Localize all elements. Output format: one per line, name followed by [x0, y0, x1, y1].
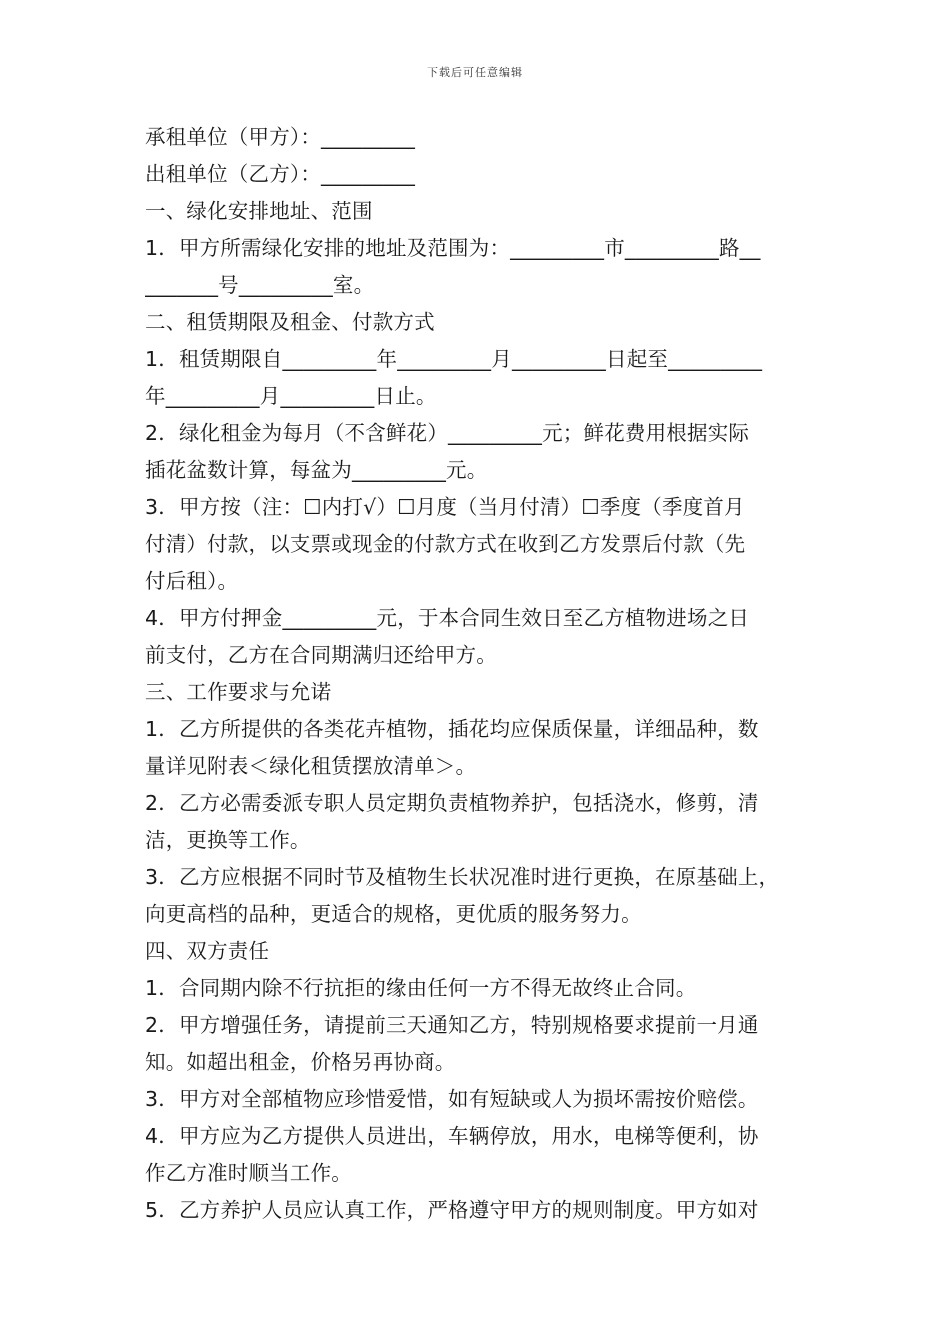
text-line: 向更高档的品种，更适合的规格，更优质的服务努力。: [145, 902, 642, 926]
text-line: 作乙方准时顺当工作。: [145, 1161, 352, 1185]
text-line: 1．甲方所需绿化安排的地址及范围为：_________市_________路__: [145, 236, 761, 260]
text-line: 插花盆数计算，每盆为_________元。: [145, 458, 488, 482]
text-line: 知。如超出租金，价格另再协商。: [145, 1050, 456, 1074]
lessor-line: 出租单位（乙方）：_________: [145, 162, 416, 186]
section-heading-2: 二、租赁期限及租金、付款方式: [145, 310, 435, 334]
section-heading-1: 一、绿化安排地址、范围: [145, 199, 373, 223]
text-line: 年_________月_________日止。: [145, 384, 437, 408]
text-line: 付后租）。: [145, 569, 239, 593]
lessee-line: 承租单位（甲方）：_________: [145, 125, 416, 149]
page-header-note: 下载后可任意编辑: [427, 66, 523, 79]
text-line: 量详见附表＜绿化租赁摆放清单＞。: [145, 754, 477, 778]
text-line: 付清）付款，以支票或现金的付款方式在收到乙方发票后付款（先: [145, 532, 746, 556]
text-line: _______号_________室。: [145, 273, 375, 297]
text-line: 4．甲方应为乙方提供人员进出，车辆停放，用水，电梯等便利，协: [145, 1124, 759, 1148]
text-line: 2．绿化租金为每月（不含鲜花）_________元；鲜花费用根据实际: [145, 421, 750, 445]
section-heading-4: 四、双方责任: [145, 939, 270, 963]
contract-body: [145, 119, 810, 1229]
text-line: 3．甲方按（注：☐内打√）☐月度（当月付清）☐季度（季度首月: [145, 495, 745, 519]
text-line: 前支付，乙方在合同期满归还给甲方。: [145, 643, 497, 667]
text-line: 3．乙方应根据不同时节及植物生长状况准时进行更换，在原基础上，: [145, 865, 780, 889]
text-line: 1．合同期内除不行抗拒的缘由任何一方不得无故终止合同。: [145, 976, 697, 1000]
text-line: 1．租赁期限自_________年_________月_________日起至_________: [145, 347, 763, 371]
text-line: 2．乙方必需委派专职人员定期负责植物养护，包括浇水，修剪，清: [145, 791, 759, 815]
text-line: 洁，更换等工作。: [145, 828, 311, 852]
text-line: 5．乙方养护人员应认真工作，严格遵守甲方的规则制度。甲方如对: [145, 1198, 759, 1222]
text-line: 4．甲方付押金_________元，于本合同生效日至乙方植物进场之日: [145, 606, 750, 630]
text-line: 3．甲方对全部植物应珍惜爱惜，如有短缺或人为损坏需按价赔偿。: [145, 1087, 759, 1111]
section-heading-3: 三、工作要求与允诺: [145, 680, 332, 704]
text-line: 1．乙方所提供的各类花卉植物，插花均应保质保量，详细品种，数: [145, 717, 759, 741]
text-line: 2．甲方增强任务，请提前三天通知乙方，特别规格要求提前一月通: [145, 1013, 759, 1037]
